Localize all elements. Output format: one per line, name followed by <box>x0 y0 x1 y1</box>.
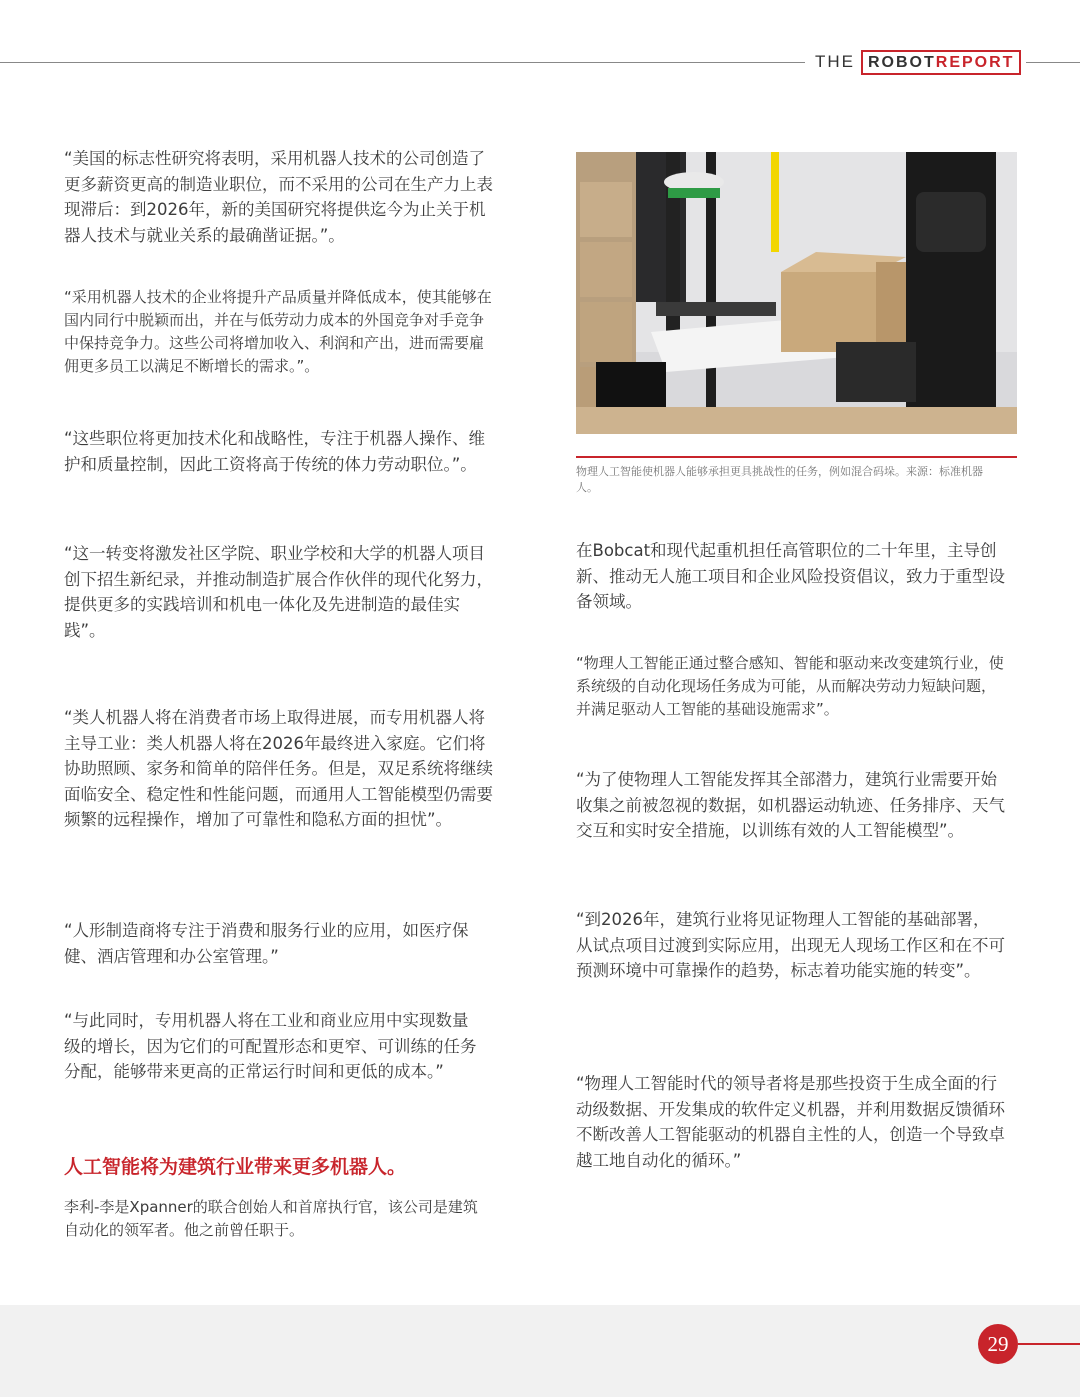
right-paragraph-1: 在Bobcat和现代起重机担任高管职位的二十年里，主导创新、推动无人施工项目和企业风险投资倡议，致力于重型设备领域。 <box>576 541 1005 611</box>
section-heading: 人工智能将为建筑行业带来更多机器人。 <box>64 1156 407 1178</box>
left-paragraph-8: 李利-李是Xpanner的联合创始人和首席执行官，该公司是建筑自动化的领军者。他之前曾任职于。 <box>64 1198 478 1239</box>
left-paragraph-4: “这一转变将激发社区学院、职业学校和大学的机器人项目创下招生新纪录，并推动制造扩展合作伙伴的现代化努力，提供更多的实践培训和机电一体化及先进制造的最佳实践”。 <box>64 544 493 640</box>
page-number-rule <box>1018 1343 1080 1345</box>
right-paragraph-3: “为了使物理人工智能发挥其全部潜力，建筑行业需要开始收集之前被忽视的数据，如机器运动轨迹、任务排序、天气交互和实时安全措施，以训练有效的人工智能模型”。 <box>576 770 1005 840</box>
left-paragraph-6: “人形制造商将专注于消费和服务行业的应用，如医疗保健、酒店管理和办公室管理。” <box>64 921 469 966</box>
left-paragraph-1: “美国的标志性研究将表明，采用机器人技术的公司创造了更多薪资更高的制造业职位，而不采用的公司在生产力上表现滞后：到2026年，新的美国研究将提供迄今为止关于机器人技术与就业关系的最确凿证据。”。 <box>64 149 493 245</box>
logo-box <box>861 50 1021 75</box>
right-paragraph-4: “到2026年，建筑行业将见证物理人工智能的基础部署，从试点项目过渡到实际应用，出现无人现场工作区和在不可预测环境中可靠操作的趋势，标志着功能实施的转变”。 <box>576 910 1005 980</box>
right-paragraph-2: “物理人工智能正通过整合感知、智能和驱动来改变建筑行业，使系统级的自动化现场任务成为可能，从而解决劳动力短缺问题，并满足驱动人工智能的基础设施需求”。 <box>576 654 1004 718</box>
page-footer <box>0 1305 1080 1397</box>
left-paragraph-3: “这些职位将更加技术化和战略性，专注于机器人操作、维护和质量控制，因此工资将高于传统的体力劳动职位。”。 <box>64 429 486 474</box>
robot-palletizing-photo <box>576 152 1017 434</box>
logo-report-text: REPORT <box>935 53 1015 71</box>
photo-caption: 物理人工智能使机器人能够承担更具挑战性的任务，例如混合码垛。来源：标准机器人。 <box>576 465 983 494</box>
header-rule-left <box>0 62 805 63</box>
left-paragraph-5: “类人机器人将在消费者市场上取得进展，而专用机器人将主导工业：类人机器人将在2026年最终进入家庭。它们将协助照顾、家务和简单的陪伴任务。但是，双足系统将继续面临安全、稳定性和性能问题，而通用人工智能模型仍需要频繁的远程操作，增加了可靠性和隐私方面的担忧”。 <box>64 708 493 829</box>
logo-the-text: THE <box>815 52 855 71</box>
left-paragraph-2: “采用机器人技术的企业将提升产品质量并降低成本，使其能够在国内同行中脱颖而出，并在与低劳动力成本的外国竞争对手竞争中保持竞争力。这些公司将增加收入、利润和产出，进而需要雇佣更多员工以满足不断增长的需求。”。 <box>64 288 492 375</box>
caption-rule <box>576 456 1017 458</box>
header-rule-right <box>1026 62 1080 63</box>
robot-report-logo <box>815 49 1021 75</box>
right-paragraph-5: “物理人工智能时代的领导者将是那些投资于生成全面的行动级数据、开发集成的软件定义机器，并利用数据反馈循环不断改善人工智能驱动的机器自主性的人，创造一个导致卓越工地自动化的循环。” <box>576 1074 1005 1170</box>
logo-robot-text: ROBOT <box>868 53 936 71</box>
left-paragraph-7: “与此同时，专用机器人将在工业和商业应用中实现数量级的增长，因为它们的可配置形态和更窄、可训练的任务分配，能够带来更高的正常运行时间和更低的成本。” <box>64 1011 477 1081</box>
page-number: 29 <box>978 1324 1018 1364</box>
